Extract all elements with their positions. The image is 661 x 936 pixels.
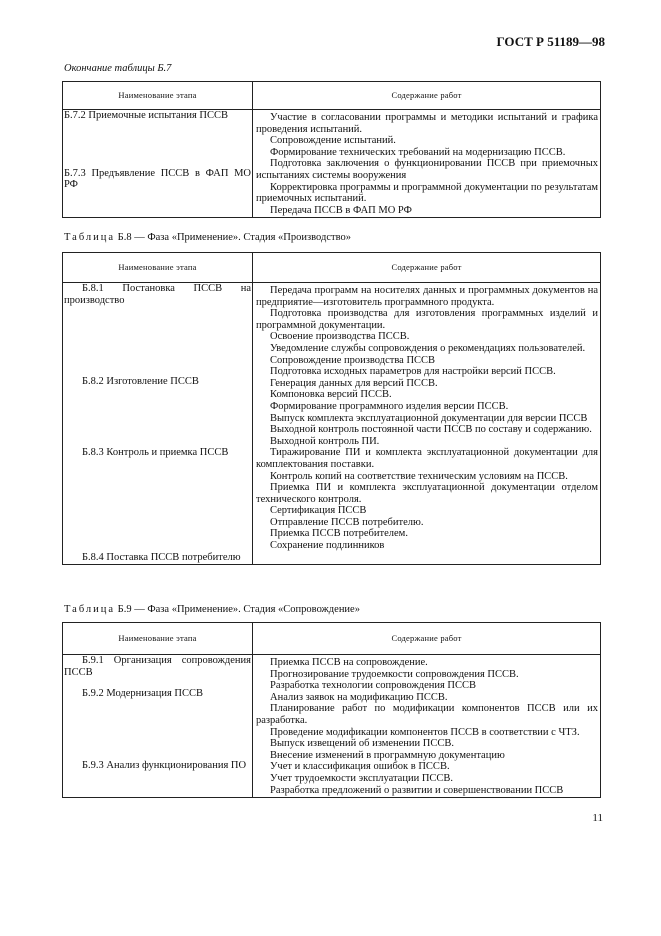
stage-b8-1: Б.8.1 Постановка ПССВ на производство xyxy=(64,283,251,306)
stage-b9-2: Б.9.2 Модернизация ПССВ xyxy=(82,688,204,700)
stage-b9-1: Б.9.1 Организация сопровождения ПССВ xyxy=(64,655,251,678)
table-b8-caption-prefix: Таблица xyxy=(64,232,116,243)
table-b8-col2-header: Содержание работ xyxy=(253,253,601,283)
work-item: Корректировка программы и программной документации по результатам приемочных испытаний. xyxy=(256,181,598,205)
table-b7-caption: Окончание таблицы Б.7 xyxy=(64,63,172,74)
work-item: Контроль копий на соответствие техническим условиям на ПССВ. xyxy=(270,470,568,482)
standard-header: ГОСТ Р 51189—98 xyxy=(496,34,605,49)
work-item: Приемка ПССВ на сопровождение. xyxy=(270,657,428,668)
table-b8-works xyxy=(253,283,601,565)
work-item: Выходной контроль постоянной части ПССВ по составу и содержанию. xyxy=(270,424,592,436)
table-b7-col1-header: Наименование этапа xyxy=(63,82,253,110)
work-item: Компоновка версий ПССВ. xyxy=(270,389,392,401)
work-item: Сохранение подлинников xyxy=(270,540,385,552)
table-b9-caption-prefix: Таблица xyxy=(64,604,116,615)
stage-b7-2: Б.7.2 Приемочные испытания ПССВ xyxy=(64,110,228,121)
work-item: Передача программ на носителях данных и программных документов на предприятие—изготовитель программного продукта. xyxy=(256,285,598,308)
table-b9-caption-title: Б.9 — Фаза «Применение». Стадия «Сопровождение» xyxy=(117,604,360,615)
work-item: Отправление ПССВ потребителю. xyxy=(270,516,424,528)
table-b8-stages xyxy=(63,283,253,565)
work-item: Проведение модификации компонентов ПССВ в соответствии с ЧТЗ. xyxy=(270,726,580,738)
work-item: Анализ заявок на модификацию ПССВ. xyxy=(270,691,448,703)
table-b9-stages xyxy=(63,655,253,798)
table-b9-col2-header: Содержание работ xyxy=(253,623,601,655)
work-item: Сопровождение производства ПССВ xyxy=(270,354,436,366)
work-item: Прогнозирование трудоемкости сопровождения ПССВ. xyxy=(270,668,519,680)
work-item: Разработка предложений о развитии и совершенствовании ПССВ xyxy=(270,784,564,796)
work-item: Участие в согласовании программы и методики испытаний и графика проведения испытаний. xyxy=(256,112,598,135)
work-item: Освоение производства ПССВ. xyxy=(270,331,410,343)
stage-b9-3: Б.9.3 Анализ функционирования ПО xyxy=(82,759,247,771)
table-b7-col2-header: Содержание работ xyxy=(253,82,601,110)
work-item: Передача ПССВ в ФАП МО РФ xyxy=(270,204,412,216)
work-item: Учет трудоемкости эксплуатации ПССВ. xyxy=(270,772,454,784)
work-item: Подготовка заключения о функционировании ПССВ при приемочных испытаниях системы вооружения xyxy=(256,158,598,181)
work-item: Планирование работ по модификации компонентов ПССВ или их разработка. xyxy=(256,703,598,726)
table-b8-caption-title: Б.8 — Фаза «Применение». Стадия «Производство» xyxy=(117,232,351,243)
table-b8-col1-header: Наименование этапа xyxy=(63,253,253,283)
work-item: Выпуск извещений об изменении ПССВ. xyxy=(270,738,454,750)
work-item: Приемка ПССВ потребителем. xyxy=(270,528,408,540)
work-item: Выходной контроль ПИ. xyxy=(270,435,380,447)
stage-b8-2: Б.8.2 Изготовление ПССВ xyxy=(82,376,199,388)
stage-b8-4: Б.8.4 Поставка ПССВ потребителю xyxy=(82,552,241,564)
work-item: Сопровождение испытаний. xyxy=(270,135,396,147)
stage-b7-3: Б.7.3 Предъявление ПССВ в ФАП МО РФ xyxy=(64,167,251,191)
work-item: Приемка ПИ и комплекта эксплуатационной документации отделом технического контроля. xyxy=(256,482,598,505)
table-b7-stages xyxy=(63,110,253,218)
stage-b8-3: Б.8.3 Контроль и приемка ПССВ xyxy=(82,446,229,458)
work-item: Учет и классификация ошибок в ПССВ. xyxy=(270,761,450,773)
work-item: Формирование программного изделия версии ПССВ. xyxy=(270,400,509,412)
table-b9-col1-header: Наименование этапа xyxy=(63,623,253,655)
table-b9-works xyxy=(253,655,601,798)
page-number: 11 xyxy=(592,812,603,824)
work-item: Выпуск комплекта эксплуатационной документации для версии ПССВ xyxy=(270,412,588,424)
work-item: Тиражирование ПИ и комплекта эксплуатационной документации для комплектования поставки. xyxy=(256,447,598,470)
work-item: Генерация данных для версий ПССВ. xyxy=(270,377,438,389)
work-item: Подготовка производства для изготовления программных изделий и программной документации. xyxy=(256,308,598,331)
table-b7 xyxy=(62,81,601,218)
work-item: Уведомление службы сопровождения о рекомендациях пользователей. xyxy=(270,342,586,354)
table-b9 xyxy=(62,622,601,798)
table-b9-caption xyxy=(64,604,360,616)
work-item: Внесение изменений в программную документацию xyxy=(270,749,505,761)
work-item: Разработка технологии сопровождения ПССВ xyxy=(270,680,477,692)
work-item: Сертификация ПССВ xyxy=(270,505,367,517)
work-item: Формирование технических требований на модернизацию ПССВ. xyxy=(270,146,566,158)
table-b8-caption xyxy=(64,232,351,244)
table-b8 xyxy=(62,252,601,565)
table-b7-works xyxy=(253,110,601,218)
work-item: Подготовка исходных параметров для настройки версий ПССВ. xyxy=(270,366,556,378)
